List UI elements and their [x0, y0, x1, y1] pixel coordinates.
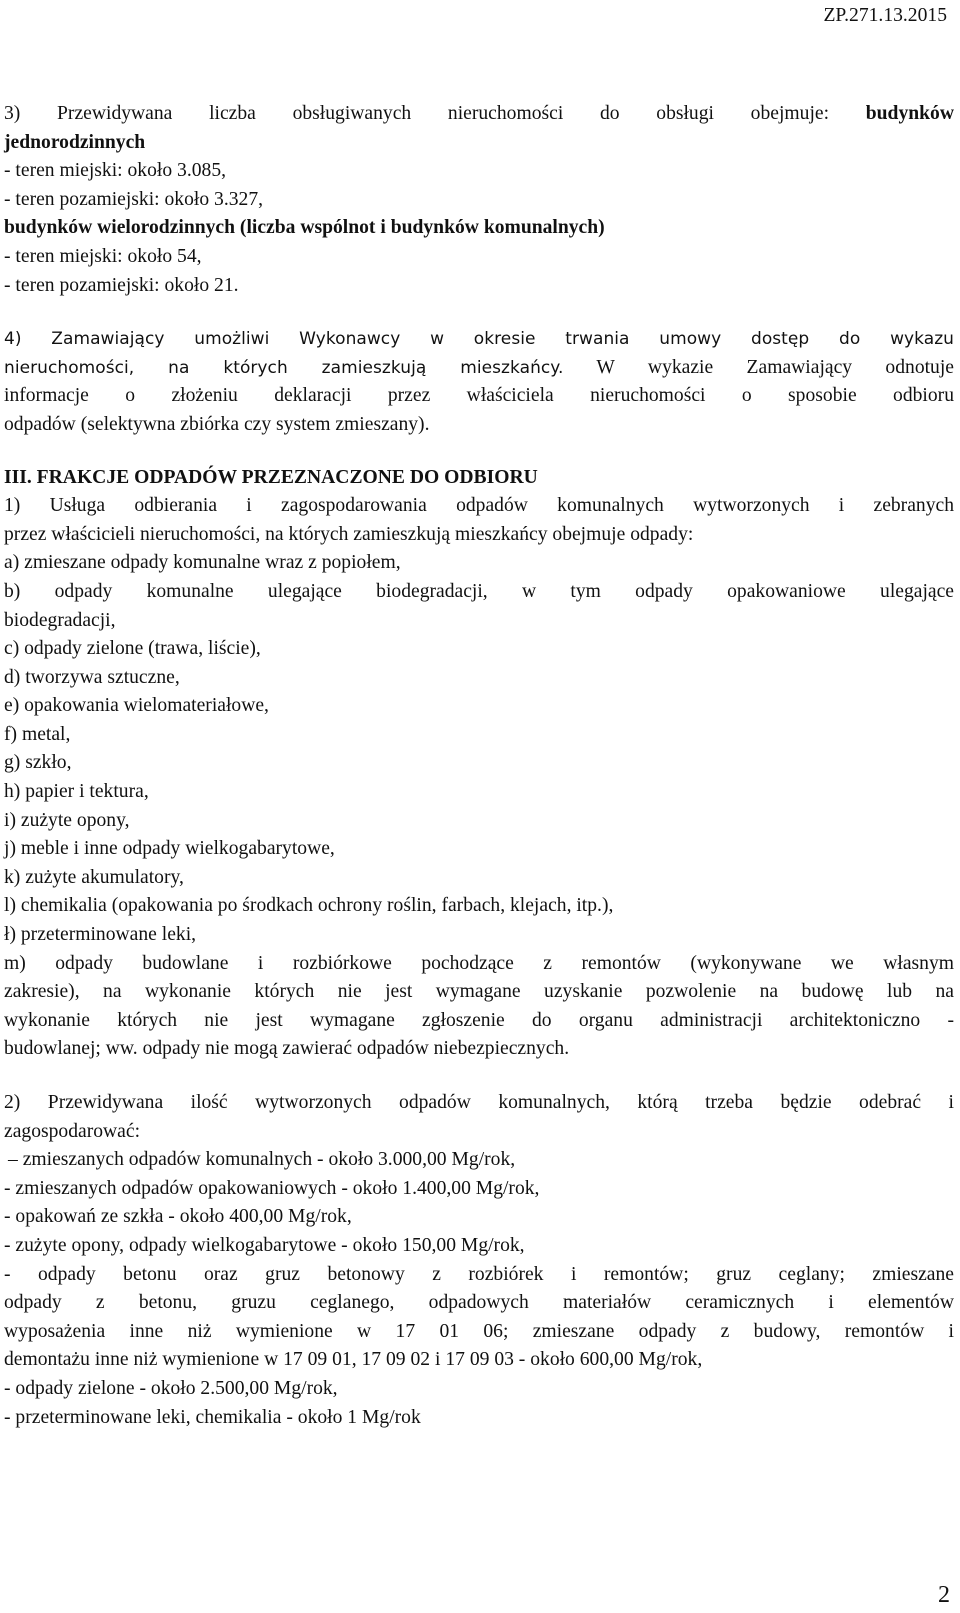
section-4-line-2	[4, 354, 954, 383]
section-4-line-4: odpadów (selektywna zbiórka czy system zmieszany).	[4, 413, 430, 435]
waste-item: g) szkło,	[4, 752, 72, 774]
amount-item: - odpady zielone - około 2.500,00 Mg/rok,	[4, 1377, 338, 1399]
section-3-paragraph	[4, 100, 954, 300]
chapter-3-paragraph-2	[4, 1089, 954, 1432]
waste-item: d) tworzywa sztuczne,	[4, 666, 180, 688]
amount-item: demontażu inne niż wymienione w 17 09 01, 17 09 02 i 17 09 03 - około 600,00 Mg/rok,	[4, 1349, 703, 1371]
section-4-paragraph	[4, 325, 954, 439]
amount-item: - przeterminowane leki, chemikalia - około 1 Mg/rok	[4, 1406, 421, 1428]
chapter-3-p1-line-2: przez właścicieli nieruchomości, na których zamieszkują mieszkańcy obejmuje odpady:	[4, 523, 694, 545]
waste-item: b) odpady komunalne ulegające biodegradacji, w tym odpady opakowaniowe ulegające	[4, 580, 954, 602]
chapter-3-heading: III. FRAKCJE ODPADÓW PRZEZNACZONE DO ODBIORU	[4, 466, 538, 488]
section-4-line-2b: W wykazie Zamawiający odnotuje	[563, 356, 954, 378]
waste-item: biodegradacji,	[4, 609, 116, 631]
section-4-line-3: informacje o złożeniu deklaracji przez właściciela nieruchomości o sposobie odbioru	[4, 385, 954, 407]
waste-item: e) opakowania wielomateriałowe,	[4, 695, 269, 717]
waste-item: c) odpady zielone (trawa, liście),	[4, 638, 261, 660]
waste-item: zakresie), na wykonanie których nie jest wymagane uzyskanie pozwolenie na budowę lub na	[4, 981, 954, 1003]
amount-item: - zmieszanych odpadów opakowaniowych - około 1.400,00 Mg/rok,	[4, 1177, 540, 1199]
amount-item: - odpady betonu oraz gruz betonowy z rozbiórek i remontów; gruz ceglany; zmieszane	[4, 1263, 954, 1285]
document-body	[4, 100, 954, 1432]
waste-item: ł) przeterminowane leki,	[4, 924, 197, 946]
amount-item: - zużyte opony, odpady wielkogabarytowe - około 150,00 Mg/rok,	[4, 1234, 525, 1256]
waste-item: i) zużyte opony,	[4, 809, 130, 831]
chapter-3-p2-line-2: zagospodarować:	[4, 1120, 141, 1142]
single-family-label: budynków	[865, 103, 954, 124]
single-family-label-cont: jednorodzinnych	[4, 131, 146, 153]
multi-family-rural: - teren pozamiejski: około 21.	[4, 274, 239, 296]
amount-item: - opakowań ze szkła - około 400,00 Mg/rok,	[4, 1206, 352, 1228]
amount-item: – zmieszanych odpadów komunalnych - około 3.000,00 Mg/rok,	[8, 1149, 516, 1171]
waste-item: k) zużyte akumulatory,	[4, 866, 184, 888]
section-3-intro-line	[4, 100, 954, 129]
waste-item: j) meble i inne odpady wielkogabarytowe,	[4, 838, 335, 860]
waste-item: l) chemikalia (opakowania po środkach ochrony roślin, farbach, klejach, itp.),	[4, 895, 614, 917]
page-number: 2	[938, 1582, 950, 1608]
waste-item: m) odpady budowlane i rozbiórkowe pochodzące z remontów (wykonywane we własnym	[4, 952, 954, 974]
section-4-line-1: 4) Zamawiający umożliwi Wykonawcy w okresie trwania umowy dostęp do wykazu	[4, 329, 954, 350]
waste-item: a) zmieszane odpady komunalne wraz z popiołem,	[4, 552, 401, 574]
waste-item: budowlanej; ww. odpady nie mogą zawierać odpadów niebezpiecznych.	[4, 1038, 570, 1060]
chapter-3-p1-line-1: 1) Usługa odbierania i zagospodarowania odpadów komunalnych wytworzonych i zebranych	[4, 495, 954, 517]
section-3-intro: 3) Przewidywana liczba obsługiwanych nieruchomości do obsługi obejmuje:	[4, 103, 830, 124]
single-family-rural: - teren pozamiejski: około 3.327,	[4, 188, 264, 210]
waste-item: wykonanie których nie jest wymagane zgłoszenie do organu administracji architektoniczno -	[4, 1009, 954, 1031]
document-reference: ZP.271.13.2015	[823, 5, 947, 26]
single-family-urban: - teren miejski: około 3.085,	[4, 160, 227, 182]
multi-family-label: budynków wielorodzinnych (liczba wspólnot i budynków komunalnych)	[4, 217, 605, 239]
multi-family-urban: - teren miejski: około 54,	[4, 245, 202, 267]
waste-item: f) metal,	[4, 723, 71, 745]
amount-item: odpady z betonu, gruzu ceglanego, odpadowych materiałów ceramicznych i elementów	[4, 1292, 954, 1314]
waste-item: h) papier i tektura,	[4, 781, 149, 803]
chapter-3	[4, 464, 954, 1064]
section-4-line-2a: nieruchomości, na których zamieszkują mieszkańcy.	[4, 357, 564, 378]
chapter-3-p2-line-1: 2) Przewidywana ilość wytworzonych odpadów komunalnych, którą trzeba będzie odebrać i	[4, 1092, 954, 1113]
amount-item: wyposażenia inne niż wymienione w 17 01 06; zmieszane odpady z budowy, remontów i	[4, 1320, 954, 1342]
